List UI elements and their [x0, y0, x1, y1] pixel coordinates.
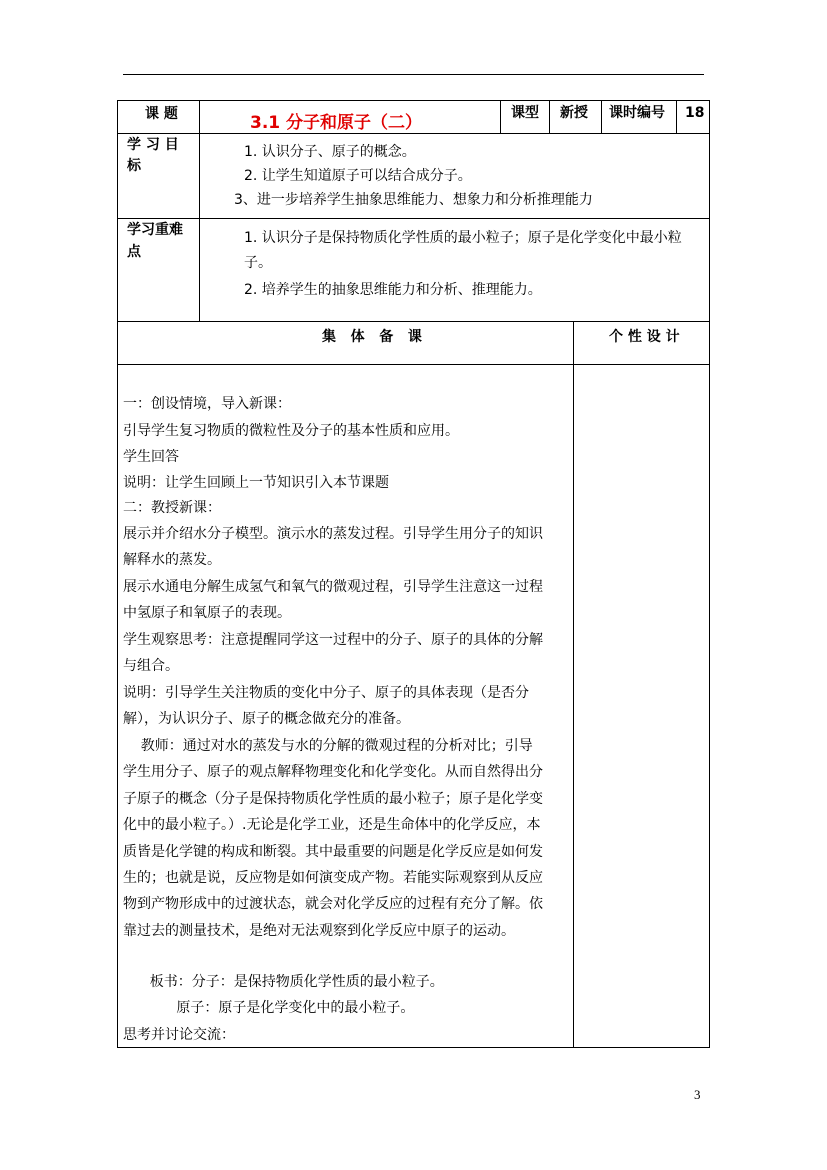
- period-value: 18: [685, 105, 705, 121]
- body-line: 物到产物形成中的过渡状态，就会对化学反应的过程有充分了解。依: [123, 896, 543, 912]
- body-line: 说明：让学生回顾上一节知识引入本节课题: [123, 475, 389, 491]
- collective-header: 集 体 备 课: [322, 329, 422, 345]
- body-line: 靠过去的测量技术，是绝对无法观察到化学反应中原子的运动。: [123, 923, 515, 939]
- goals-label-1: 学 习 目: [127, 137, 179, 153]
- body-line: 子原子的概念（分子是保持物质化学性质的最小粒子；原子是化学变: [123, 791, 543, 807]
- period-label: 课时编号: [609, 105, 665, 121]
- body-line: 化中的最小粒子。）.无论是化学工业，还是生命体中的化学反应，本: [123, 817, 541, 833]
- body-line: 与组合。: [123, 658, 179, 674]
- keypoints-label-1: 学习重难: [127, 222, 183, 238]
- topic-label: 课 题: [145, 106, 178, 122]
- goal-item: 2. 让学生知道原子可以结合成分子。: [244, 168, 472, 184]
- body-line: 教师：通过对水的蒸发与水的分解的微观过程的分析对比；引导: [123, 738, 533, 754]
- goal-item: 3、进一步培养学生抽象思维能力、想象力和分析推理能力: [234, 192, 593, 208]
- keypoint-item: 子。: [244, 255, 272, 271]
- body-line: 质皆是化学键的构成和断裂。其中最重要的问题是化学反应是如何发: [123, 844, 543, 860]
- keypoint-item: 1. 认识分子是保持物质化学性质的最小粒子；原子是化学变化中最小粒: [244, 230, 682, 246]
- goal-item: 1. 认识分子、原子的概念。: [244, 144, 416, 160]
- keypoints-label-2: 点: [127, 244, 141, 260]
- body-line: 学生用分子、原子的观点解释物理变化和化学变化。从而自然得出分: [123, 764, 543, 780]
- body-line: 学生回答: [123, 449, 179, 465]
- type-label: 课型: [511, 105, 539, 121]
- body-line: 解），为认识分子、原子的概念做充分的准备。: [123, 711, 410, 727]
- body-line: 二：教授新课：: [123, 500, 221, 516]
- body-line: 中氢原子和氧原子的表现。: [123, 605, 291, 621]
- body-line: 展示水通电分解生成氢气和氧气的微观过程，引导学生注意这一过程: [123, 579, 543, 595]
- personal-header: 个 性 设 计: [609, 329, 680, 345]
- lesson-title: 3.1 分子和原子（二）: [250, 113, 423, 133]
- goals-label-2: 标: [127, 158, 141, 174]
- body-line: 说明：引导学生关注物质的变化中分子、原子的具体表现（是否分: [123, 685, 529, 701]
- header-rule: [123, 74, 704, 75]
- page-number: 3: [694, 1087, 701, 1102]
- body-line: 生的；也就是说，反应物是如何演变成产物。若能实际观察到从反应: [123, 870, 543, 886]
- body-line: 板书：分子：是保持物质化学性质的最小粒子。: [123, 974, 444, 990]
- body-line: 解释水的蒸发。: [123, 552, 221, 568]
- body-line: 一：创设情境，导入新课：: [123, 396, 291, 412]
- body-line: 原子：原子是化学变化中的最小粒子。: [123, 1000, 415, 1016]
- body-line: 展示并介绍水分子模型。演示水的蒸发过程。引导学生用分子的知识: [123, 526, 543, 542]
- body-line: 思考并讨论交流：: [123, 1027, 235, 1043]
- body-line: 引导学生复习物质的微粒性及分子的基本性质和应用。: [123, 423, 459, 439]
- type-value: 新授: [560, 105, 588, 121]
- keypoint-item: 2. 培养学生的抽象思维能力和分析、推理能力。: [244, 282, 542, 298]
- body-line: 学生观察思考：注意提醒同学这一过程中的分子、原子的具体的分解: [123, 632, 543, 648]
